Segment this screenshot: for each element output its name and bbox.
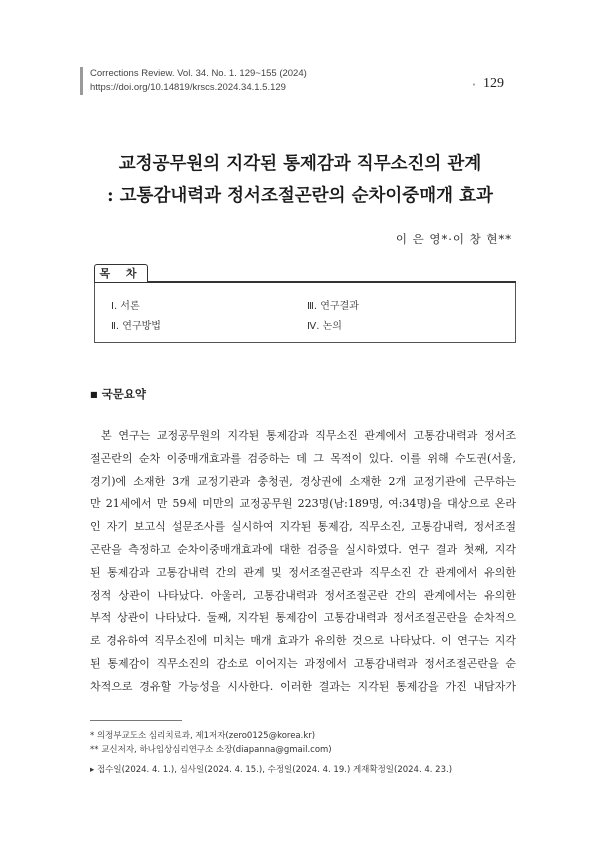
page-number: 129 [483, 76, 504, 91]
abstract-line: 된 통제감과 고통감내력 간의 관계 및 정서조절곤란과 직무소진 간 관계에서 유의한 [90, 565, 516, 579]
table-of-contents [94, 283, 516, 343]
footnote-rule [90, 720, 182, 721]
doi-line[interactable]: https://doi.org/10.14819/krscs.2024.34.1.5.129 [90, 82, 286, 93]
abstract-line: 곤란을 측정하고 순차이중매개효과에 대한 검증을 실시하였다. 연구 결과 첫째, 지각 [90, 542, 516, 556]
abstract-line: 된 통제감이 직무소진의 감소로 이어지는 과정에서 고통감내력과 정서조절곤란을 순 [90, 656, 516, 670]
abstract-line: 만 21세에서 만 59세 미만의 교정공무원 223명(남:189명, 여:34명)을 대상으로 온라 [90, 497, 516, 511]
abstract-heading-label: 국문요약 [101, 387, 146, 401]
abstract-line: 차적으로 경유할 가능성을 시사한다. 이러한 결과는 지각된 통제감을 가진 내담자가 [90, 679, 516, 693]
toc-item-introduction[interactable]: Ⅰ. 서론 [111, 301, 140, 312]
toc-item-discussion[interactable]: Ⅳ. 논의 [307, 321, 342, 332]
abstract-line: 인 자기 보고식 설문조사를 실시하여 지각된 통제감, 직무소진, 고통감내력, 정서조절 [90, 520, 516, 534]
abstract-line: 정적 상관이 나타났다. 아울러, 고통감내력과 정서조절곤란 간의 관계에서는 유의한 [90, 588, 516, 602]
title-line-2: : 고통감내력과 정서조절곤란의 순차이중매개 효과 [107, 186, 493, 206]
toc-heading: 목 차 [94, 264, 148, 282]
abstract-heading [90, 386, 146, 402]
footnote-corresponding-author: ** 교신저자, 하나임상심리연구소 소장(diapanna@gmail.com) [90, 745, 332, 755]
page-mark: • [471, 81, 476, 89]
abstract-line: 부적 상관이 나타났다. 둘째, 지각된 통제감이 고통감내력과 정서조절곤란을 순차적으 [90, 611, 516, 625]
journal-citation [90, 67, 307, 95]
abstract-line: 로 경유하여 직무소진에 미치는 매개 효과가 유의한 것으로 나타났다. 이 연구는 지각 [90, 634, 516, 648]
abstract-line: 경기)에 소재한 3개 교정기관과 충청권, 경상권에 소재한 2개 교정기관에 근무하는 [90, 474, 516, 488]
square-bullet-icon: ■ [90, 390, 98, 399]
title-line-1: 교정공무원의 지각된 통제감과 직무소진의 관계 [118, 154, 482, 174]
header-accent-bar [80, 67, 83, 95]
authors: 이 은 영*·이 창 현** [395, 232, 512, 246]
abstract-body [90, 425, 516, 699]
toc-item-methods[interactable]: Ⅱ. 연구방법 [111, 321, 161, 332]
journal-line: Corrections Review. Vol. 34. No. 1. 129~155 (2024) [90, 68, 307, 79]
footnote-dates: ▸ 접수일(2024. 4. 1.), 심사일(2024. 4. 15.), 수정일(2024. 4. 19.) 게재확정일(2024. 4. 23.) [90, 765, 453, 775]
toc-item-results[interactable]: Ⅲ. 연구결과 [307, 301, 359, 312]
abstract-line: 본 연구는 교정공무원의 지각된 통제감과 직무소진 관계에서 고통감내력과 정서조 [101, 429, 516, 442]
paper-title [0, 148, 600, 212]
footnote-first-author: * 의정부교도소 심리치료과, 제1저자(zero0125@korea.kr) [90, 731, 316, 741]
abstract-line: 절곤란의 순차 이중매개효과를 검증하는 데 그 목적이 있다. 이를 위해 수도권(서울, [90, 451, 516, 465]
